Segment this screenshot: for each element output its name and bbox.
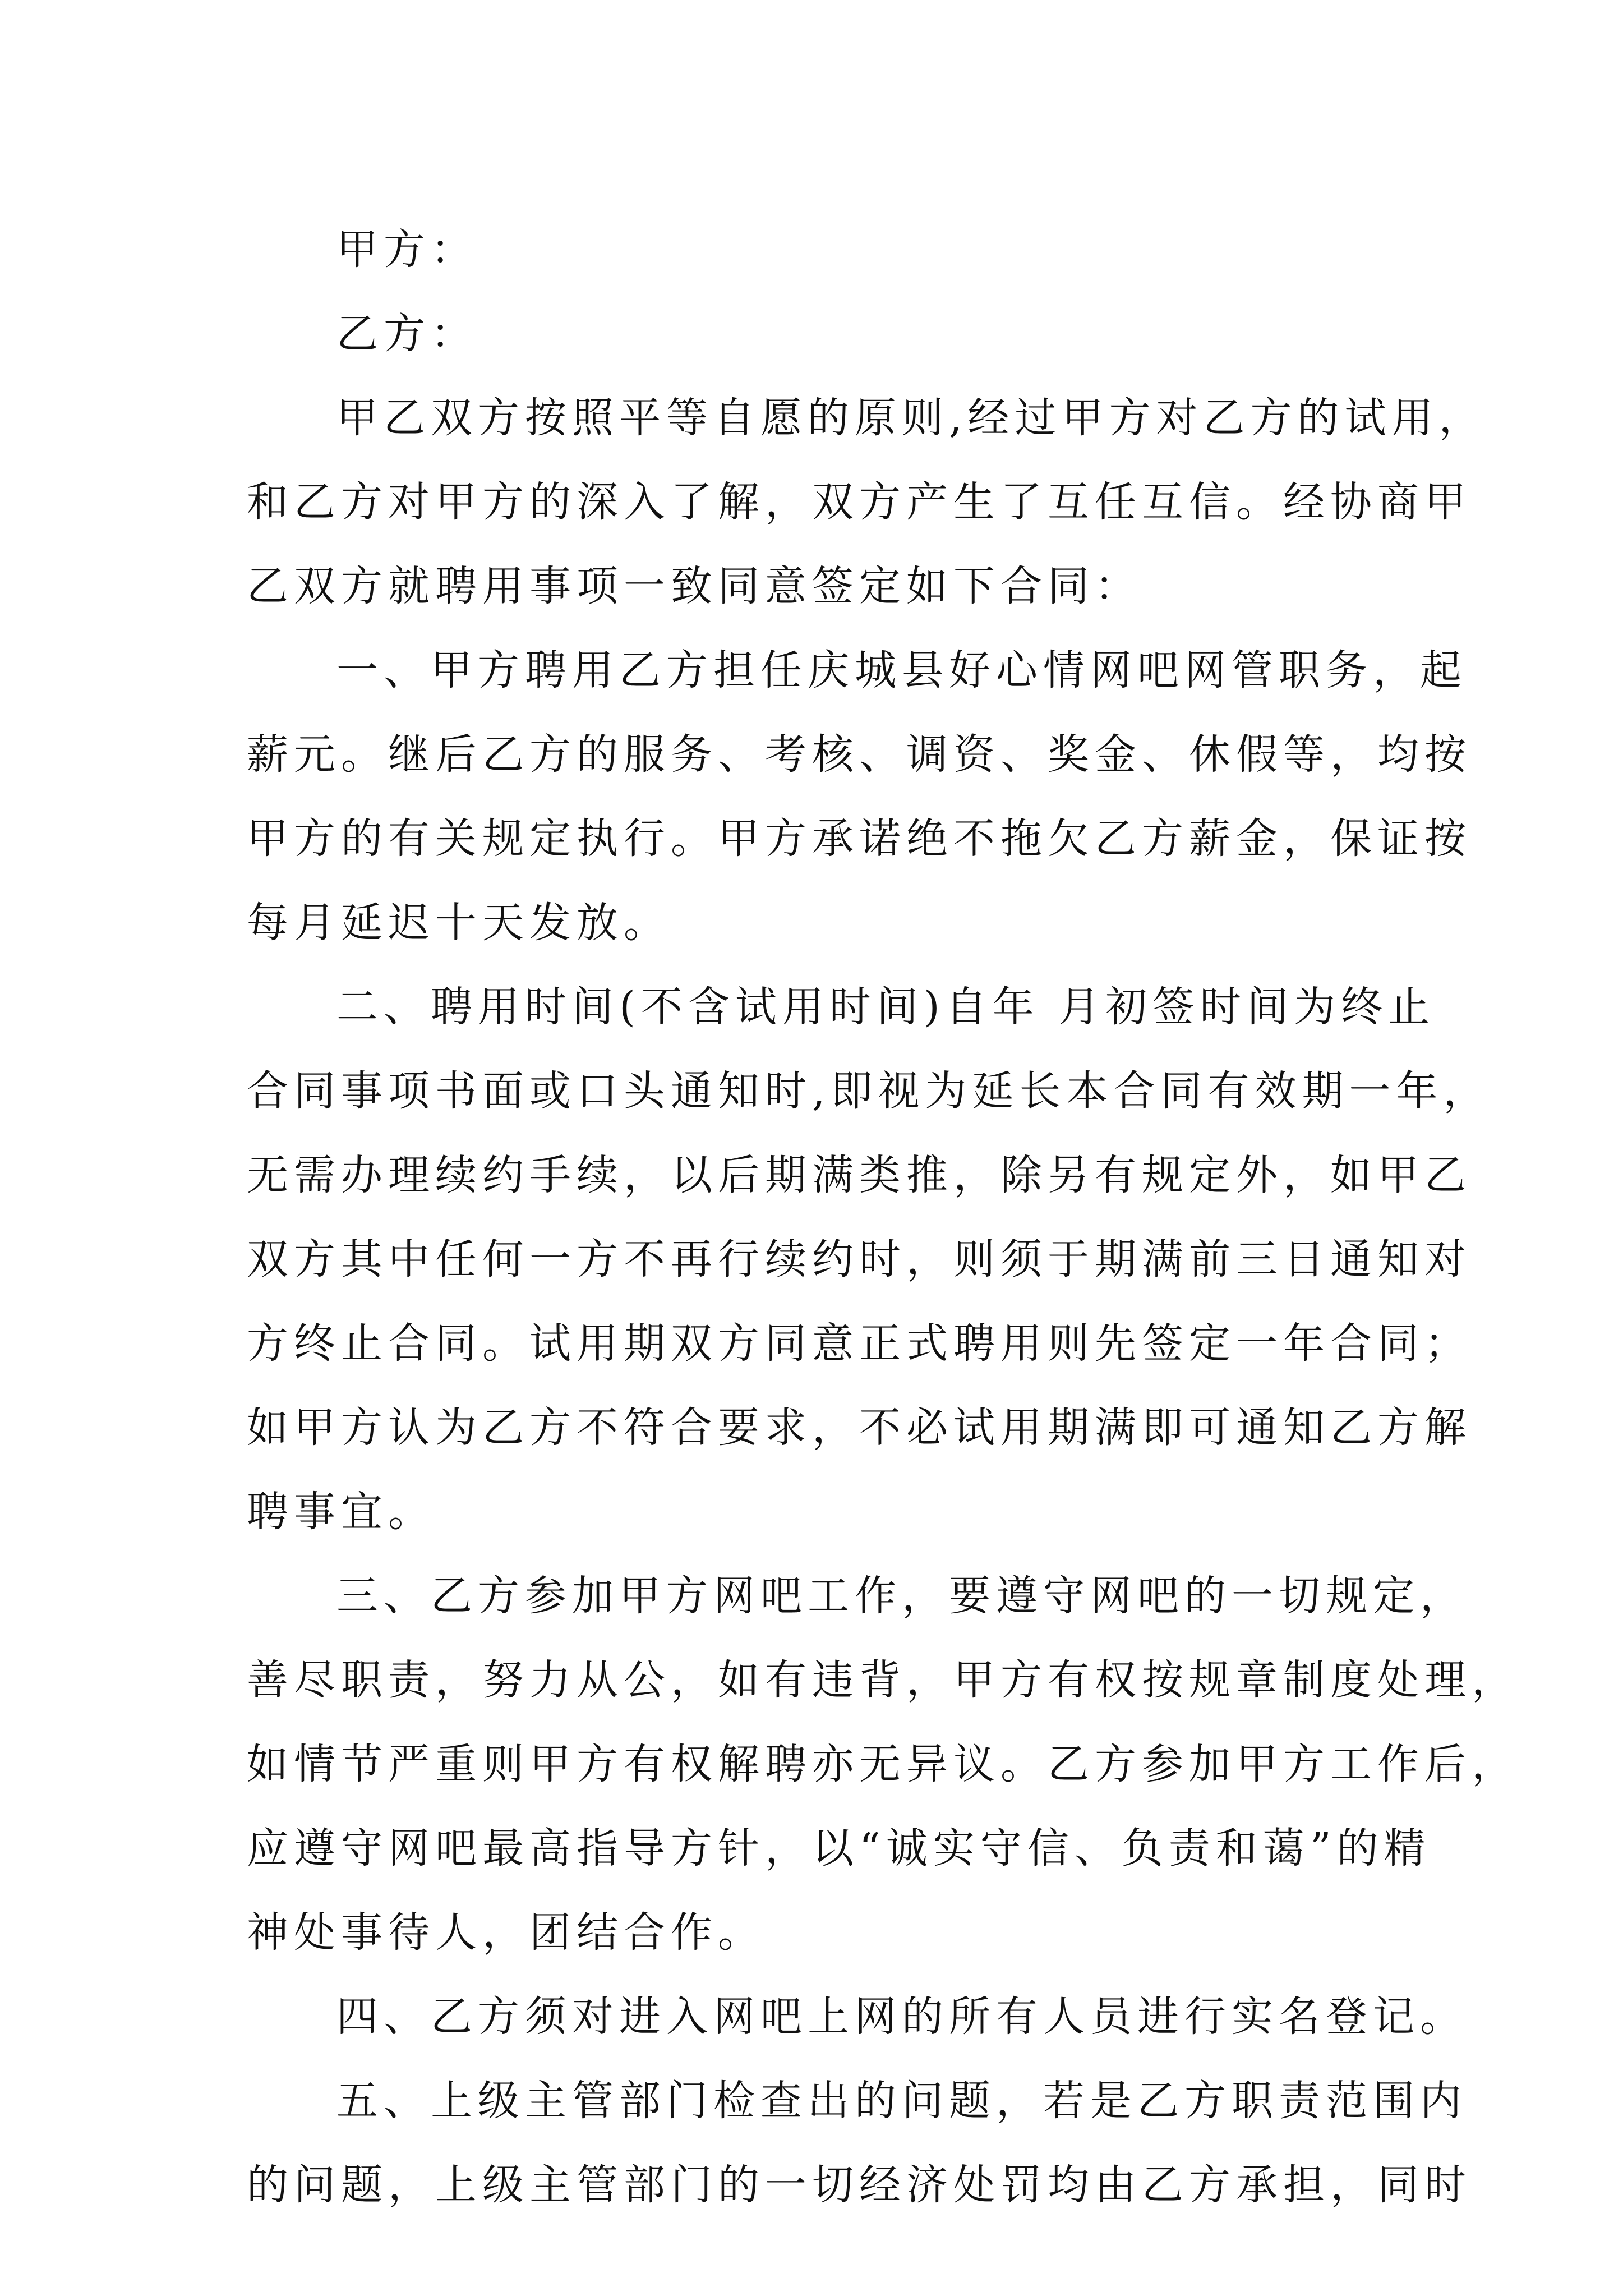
- preamble-line: 甲乙双方按照平等自愿的原则,经过甲方对乙方的试用，: [336, 394, 1486, 442]
- clause-2-line: 二、聘用时间(不含试用时间)自年 月初签时间为终止: [336, 983, 1436, 1031]
- clause-3-line: 如情节严重则甲方有权解聘亦无异议。乙方参加甲方工作后，: [247, 1740, 1519, 1788]
- document-body: [247, 208, 1519, 2227]
- clause-1-line: 一、甲方聘用乙方担任庆城县好心情网吧网管职务，起: [336, 646, 1467, 694]
- clause-5-line: 五、上级主管部门检查出的问题，若是乙方职责范围内: [336, 2077, 1467, 2125]
- clause-2-line: 无需办理续约手续，以后期满类推，除另有规定外，如甲乙: [247, 1151, 1472, 1199]
- clause-1-line: 薪元。继后乙方的服务、考核、调资、奖金、休假等，均按: [247, 730, 1472, 779]
- clause-2-line: 合同事项书面或口头通知时,即视为延长本合同有效期一年，: [247, 1067, 1491, 1115]
- clause-3-line: 应遵守网吧最高指导方针，以“诚实守信、负责和蔼”的精: [247, 1824, 1431, 1872]
- clause-1-line: 每月延迟十天发放。: [247, 899, 671, 947]
- clause-2-line: 双方其中任何一方不再行续约时，则须于期满前三日通知对: [247, 1235, 1472, 1283]
- clause-2-line: 方终止合同。试用期双方同意正式聘用则先签定一年合同；: [247, 1319, 1472, 1368]
- clause-2-line: 聘事宜。: [247, 1488, 435, 1536]
- clause-3-line: 善尽职责，努力从公，如有违背，甲方有权按规章制度处理，: [247, 1656, 1519, 1704]
- party-a-line: 甲方：: [336, 226, 478, 274]
- clause-5-line: 的问题，上级主管部门的一切经济处罚均由乙方承担，同时: [247, 2161, 1472, 2209]
- clause-3-line: 三、乙方参加甲方网吧工作，要遵守网吧的一切规定，: [336, 1572, 1467, 1620]
- preamble-line: 和乙方对甲方的深入了解，双方产生了互任互信。经协商甲: [247, 478, 1472, 526]
- clause-1-line: 甲方的有关规定执行。甲方承诺绝不拖欠乙方薪金，保证按: [247, 815, 1472, 863]
- clause-2-line: 如甲方认为乙方不符合要求，不必试用期满即可通知乙方解: [247, 1404, 1472, 1452]
- party-b-line: 乙方：: [336, 310, 478, 358]
- clause-3-line: 神处事待人，团结合作。: [247, 1908, 765, 1957]
- clause-4-line: 四、乙方须对进入网吧上网的所有人员进行实名登记。: [336, 1993, 1467, 2041]
- preamble-line: 乙双方就聘用事项一致同意签定如下合同：: [247, 562, 1142, 610]
